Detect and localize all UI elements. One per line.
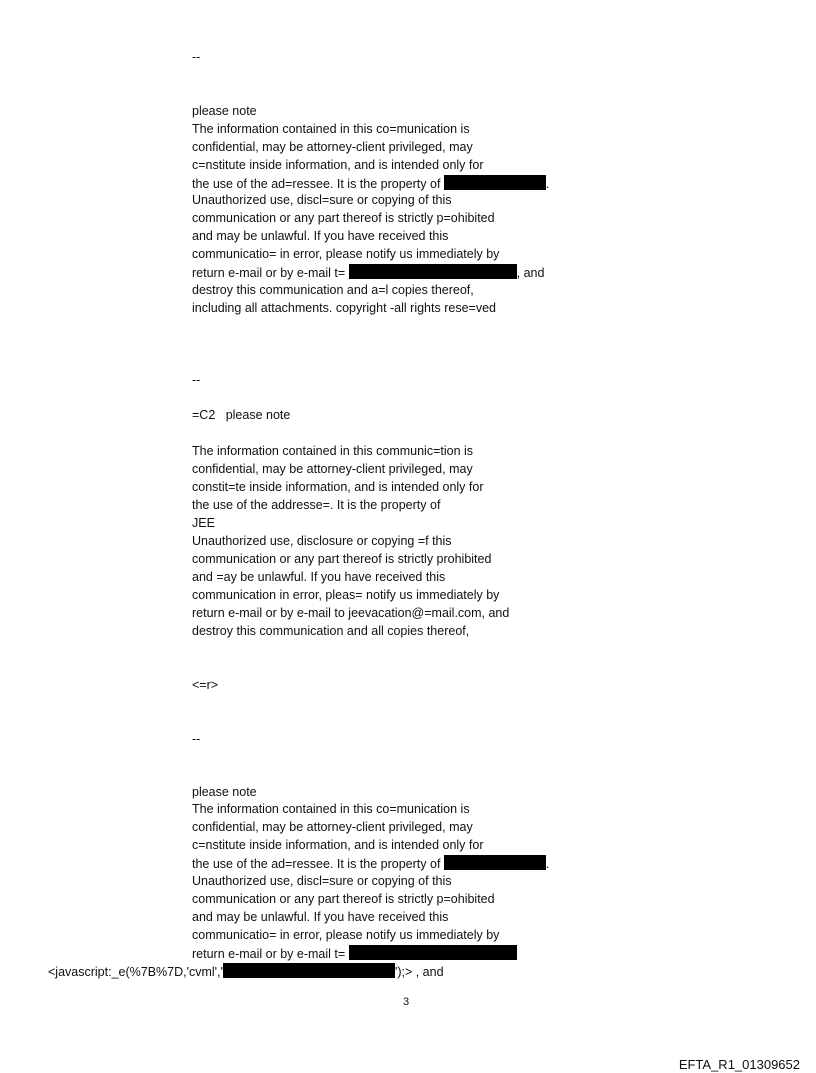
notice-line: communicatio= in error, please notify us immediately by <box>192 928 500 942</box>
notice-line: communication or any part thereof is strictly p=ohibited <box>192 211 495 225</box>
notice-line: The information contained in this co=munication is <box>192 802 470 816</box>
notice-line: and may be unlawful. If you have received this <box>192 229 449 243</box>
notice-text: . <box>545 857 550 871</box>
redaction-box <box>349 264 517 279</box>
notice-line: confidential, may be attorney-client privileged, may <box>192 140 473 154</box>
notice-line: The information contained in this communic=tion is <box>192 444 474 458</box>
notice-text: . <box>545 177 550 191</box>
notice-heading: please note <box>192 104 257 118</box>
notice-heading: please note <box>192 785 257 799</box>
notice-heading: =C2 please note <box>192 408 291 422</box>
notice-text: the use of the ad=ressee. It is the property of <box>192 177 444 191</box>
redaction-box <box>444 175 546 190</box>
html-tag-fragment: <=r> <box>192 678 219 692</box>
notice-line: JEE <box>192 516 215 530</box>
notice-text: ');> , and <box>394 965 444 979</box>
notice-line: The information contained in this co=munication is <box>192 122 470 136</box>
notice-line: and may be unlawful. If you have received this <box>192 910 449 924</box>
notice-line: and =ay be unlawful. If you have received this <box>192 570 446 584</box>
notice-text: return e-mail or by e-mail t= <box>192 947 349 961</box>
notice-line: communicatio= in error, please notify us immediately by <box>192 247 500 261</box>
redaction-box <box>223 963 395 978</box>
redaction-box <box>444 855 546 870</box>
notice-line: confidential, may be attorney-client privileged, may <box>192 820 473 834</box>
notice-line: Unauthorized use, disclosure or copying =f this <box>192 534 452 548</box>
notice-line: communication in error, pleas= notify us immediately by <box>192 588 500 602</box>
separator: -- <box>192 373 201 387</box>
notice-line <box>192 855 549 873</box>
separator: -- <box>192 50 201 64</box>
notice-line <box>48 963 444 981</box>
notice-text: return e-mail or by e-mail t= <box>192 266 349 280</box>
notice-line: return e-mail or by e-mail to jeevacation@=mail.com, and <box>192 606 510 620</box>
notice-text: the use of the ad=ressee. It is the property of <box>192 857 444 871</box>
separator: -- <box>192 732 201 746</box>
notice-line: communication or any part thereof is strictly prohibited <box>192 552 492 566</box>
notice-line: including all attachments. copyright -all rights rese=ved <box>192 301 496 315</box>
notice-line: the use of the addresse=. It is the property of <box>192 498 441 512</box>
notice-line: Unauthorized use, discl=sure or copying of this <box>192 193 452 207</box>
notice-line <box>192 264 544 282</box>
document-id: EFTA_R1_01309652 <box>678 1057 800 1072</box>
notice-line: destroy this communication and a=l copies thereof, <box>192 283 474 297</box>
notice-line: c=nstitute inside information, and is intended only for <box>192 838 484 852</box>
notice-line <box>192 175 549 193</box>
notice-line: Unauthorized use, discl=sure or copying of this <box>192 874 452 888</box>
notice-line <box>192 945 517 963</box>
notice-line: communication or any part thereof is strictly p=ohibited <box>192 892 495 906</box>
redaction-box <box>349 945 517 960</box>
notice-line: c=nstitute inside information, and is intended only for <box>192 158 484 172</box>
notice-text: , and <box>516 266 545 280</box>
notice-line: destroy this communication and all copies thereof, <box>192 624 470 638</box>
notice-line: constit=te inside information, and is intended only for <box>192 480 484 494</box>
notice-line: confidential, may be attorney-client privileged, may <box>192 462 473 476</box>
notice-text: <javascript:_e(%7B%7D,'cvml',' <box>48 965 223 979</box>
page-number: 3 <box>403 996 410 1008</box>
